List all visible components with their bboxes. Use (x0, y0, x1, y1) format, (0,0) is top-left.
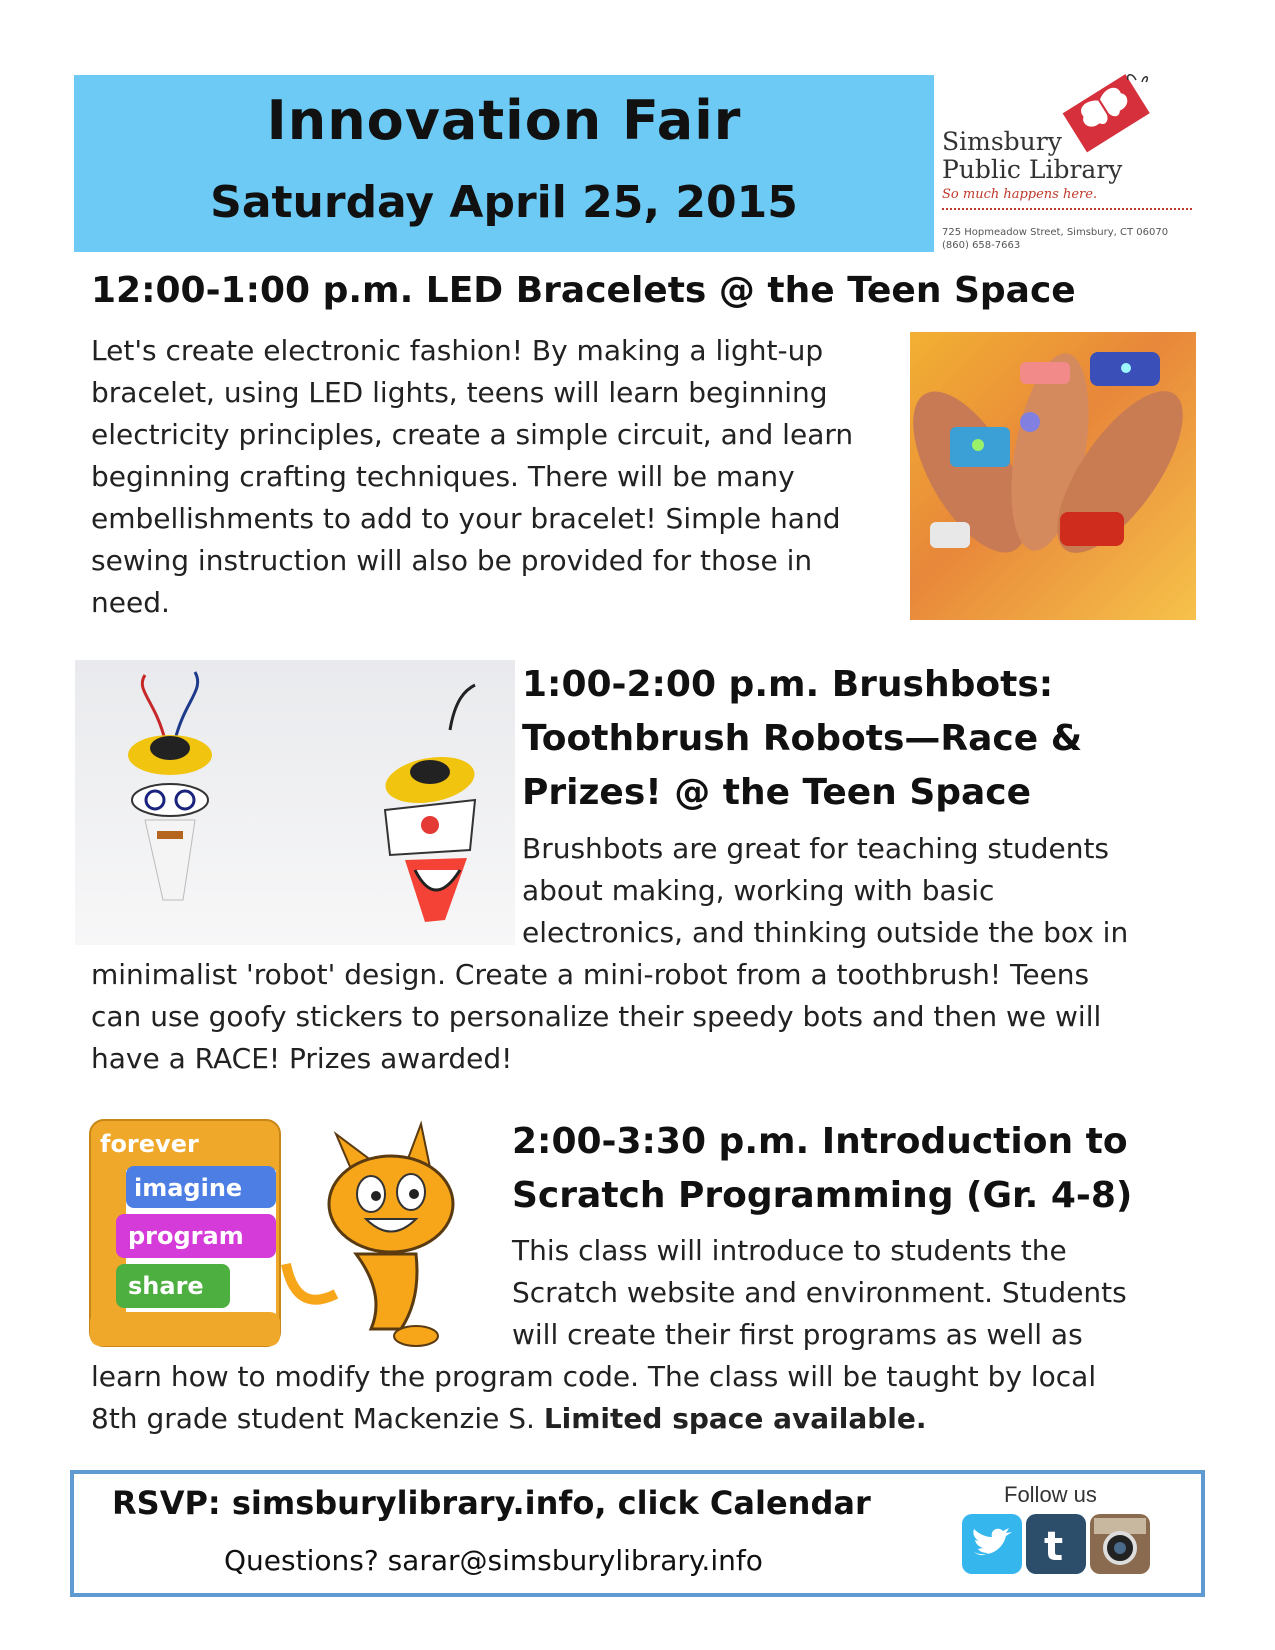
page-title: Innovation Fair (266, 89, 742, 152)
scratch-block-imagine: imagine (134, 1174, 243, 1202)
header-banner (74, 75, 934, 252)
scratch-cat-icon (286, 1124, 453, 1346)
questions-contact[interactable]: Questions? sarar@simsburylibrary.info (224, 1544, 763, 1577)
library-tagline: So much happens here. (942, 187, 1098, 202)
event-2-description: minimalist 'robot' design. Create a mini-robot from a toothbrush! Teens can use goofy stickers to personalize their speedy bots and then we will have a RACE! Prizes awarded! (91, 958, 1102, 1075)
event-1-description: Let's create electronic fashion! By making a light-up bracelet, using LED lights, teens will learn beginning electricity principles, create a simple circuit, and learn beginning crafting techniques. There will be many embellishments to add to your bracelet! Simple hand sewing instruction will also be provided for those in need. (91, 334, 854, 619)
rsvp-footer (70, 1470, 1205, 1597)
led-bracelets-photo (910, 332, 1196, 620)
scratch-block-program: program (128, 1222, 244, 1250)
event-2-description-wrap: Brushbots are great for teaching students about making, working with basic electronics, and thinking outside the box in (522, 832, 1129, 949)
twitter-icon[interactable] (962, 1514, 1022, 1574)
library-name: Simsbury Public Library (942, 127, 1123, 184)
event-2-heading: 1:00-2:00 p.m. Brushbots: Toothbrush Robots—Race & Prizes! @ the Teen Space (522, 664, 1083, 813)
library-logo (940, 68, 1202, 258)
library-address: 725 Hopmeadow Street, Simsbury, CT 06070 (860) 658-7663 (942, 227, 1169, 251)
event-3-description: learn how to modify the program code. The class will be taught by local 8th grade student Mackenzie S. Limited space available. (91, 1360, 1097, 1435)
logo-divider (942, 208, 1192, 210)
svg-text:t: t (1044, 1524, 1064, 1570)
event-3-description-wrap: This class will introduce to students the Scratch website and environment. Students will create their first programs as well as (512, 1234, 1127, 1351)
limited-space-note: Limited space available. (543, 1402, 927, 1435)
follow-us-label: Follow us (1004, 1482, 1097, 1507)
scratch-block-share: share (128, 1272, 204, 1300)
event-date: Saturday April 25, 2015 (210, 177, 798, 228)
instagram-icon[interactable] (1090, 1514, 1150, 1574)
scratch-block-forever: forever (100, 1130, 199, 1158)
rsvp-text[interactable]: RSVP: simsburylibrary.info, click Calendar (112, 1484, 871, 1522)
event-3-heading: 2:00-3:30 p.m. Introduction to Scratch Programming (Gr. 4-8) (512, 1121, 1133, 1216)
brushbots-photo (75, 660, 515, 945)
scratch-graphic (86, 1114, 486, 1354)
tumblr-icon[interactable] (1026, 1514, 1086, 1574)
event-1-heading: 12:00-1:00 p.m. LED Bracelets @ the Teen Space (91, 270, 1076, 311)
